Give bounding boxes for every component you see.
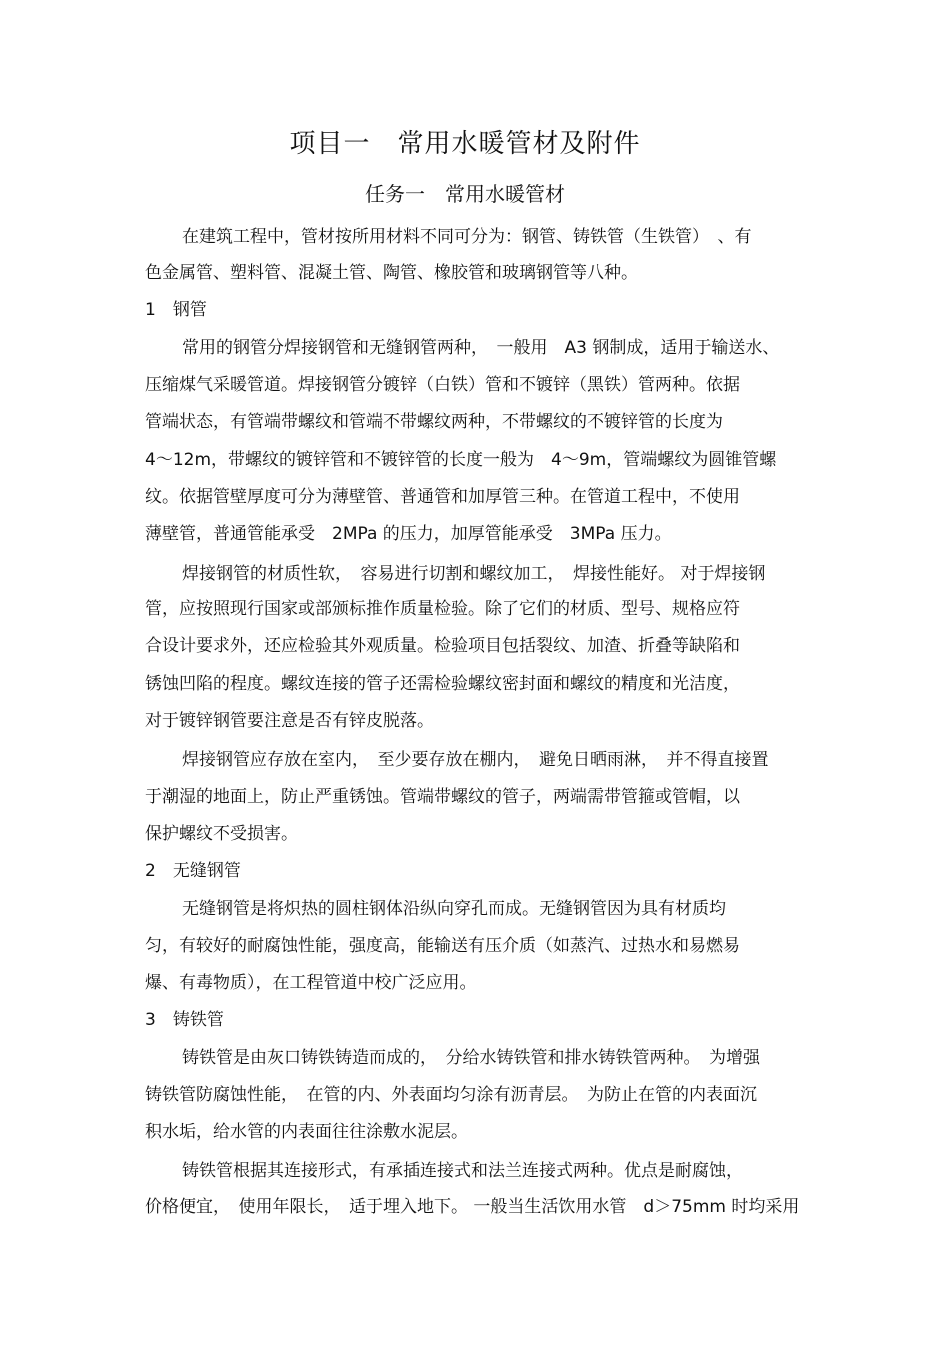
body-line: 爆、有毒物质），在工程管道中校广泛应用。 xyxy=(145,973,477,993)
body-line: 压缩煤气采暖管道。焊接钢管分镀锌（白铁）管和不镀锌（黑铁）管两种。依据 xyxy=(145,375,740,395)
section-heading: 3 铸铁管 xyxy=(145,1010,224,1030)
body-line: 对于镀锌钢管要注意是否有锌皮脱落。 xyxy=(145,711,434,731)
body-line: 在建筑工程中，管材按所用材料不同可分为：钢管、铸铁管（生铁管） 、有 xyxy=(182,227,752,247)
body-line: 合设计要求外，还应检验其外观质量。检验项目包括裂纹、加渣、折叠等缺陷和 xyxy=(145,636,740,656)
body-line: 管端状态，有管端带螺纹和管端不带螺纹两种，不带螺纹的不镀锌管的长度为 xyxy=(145,412,723,432)
body-line: 保护螺纹不受损害。 xyxy=(145,824,298,844)
body-line: 积水垢，给水管的内表面往往涂敷水泥层。 xyxy=(145,1122,468,1142)
body-line: 铸铁管根据其连接形式，有承插连接式和法兰连接式两种。优点是耐腐蚀， xyxy=(182,1161,743,1181)
page-subtitle: 任务一 常用水暖管材 xyxy=(365,182,565,206)
body-line: 管，应按照现行国家或部颁标推作质量检验。除了它们的材质、型号、规格应符 xyxy=(145,599,740,619)
body-line: 价格便宜， 使用年限长， 适于埋入地下。 一般当生活饮用水管 d＞75mm 时均采用 xyxy=(145,1197,800,1217)
body-line: 于潮湿的地面上，防止严重锈蚀。管端带螺纹的管子，两端需带管箍或管帽，以 xyxy=(145,787,740,807)
body-line: 焊接钢管应存放在室内， 至少要存放在棚内， 避免日晒雨淋， 并不得直接置 xyxy=(182,750,769,770)
body-line: 锈蚀凹陷的程度。螺纹连接的管子还需检验螺纹密封面和螺纹的精度和光洁度， xyxy=(145,674,740,694)
body-line: 焊接钢管的材质性软， 容易进行切割和螺纹加工， 焊接性能好。 对于焊接钢 xyxy=(182,564,766,584)
body-line: 常用的钢管分焊接钢管和无缝钢管两种， 一般用 A3 钢制成，适用于输送水、 xyxy=(182,338,780,358)
section-heading: 2 无缝钢管 xyxy=(145,861,241,881)
body-line: 匀，有较好的耐腐蚀性能，强度高，能输送有压介质（如蒸汽、过热水和易燃易 xyxy=(145,936,740,956)
body-line: 纹。依据管壁厚度可分为薄壁管、普通管和加厚管三种。在管道工程中，不使用 xyxy=(145,487,740,507)
section-heading: 1 钢管 xyxy=(145,300,207,320)
body-line: 铸铁管是由灰口铸铁铸造而成的， 分给水铸铁管和排水铸铁管两种。 为增强 xyxy=(182,1048,760,1068)
page-title: 项目一 常用水暖管材及附件 xyxy=(289,129,641,159)
body-line: 铸铁管防腐蚀性能， 在管的内、外表面均匀涂有沥青层。 为防止在管的内表面沉 xyxy=(145,1085,757,1105)
body-line: 无缝钢管是将炽热的圆柱钢体沿纵向穿孔而成。无缝钢管因为具有材质均 xyxy=(182,899,726,919)
body-line: 薄壁管，普通管能承受 2MPa 的压力，加厚管能承受 3MPa 压力。 xyxy=(145,524,672,544)
body-line: 色金属管、塑料管、混凝土管、陶管、橡胶管和玻璃钢管等八种。 xyxy=(145,263,638,283)
body-line: 4～12m，带螺纹的镀锌管和不镀锌管的长度一般为 4～9m，管端螺纹为圆锥管螺 xyxy=(145,450,777,470)
